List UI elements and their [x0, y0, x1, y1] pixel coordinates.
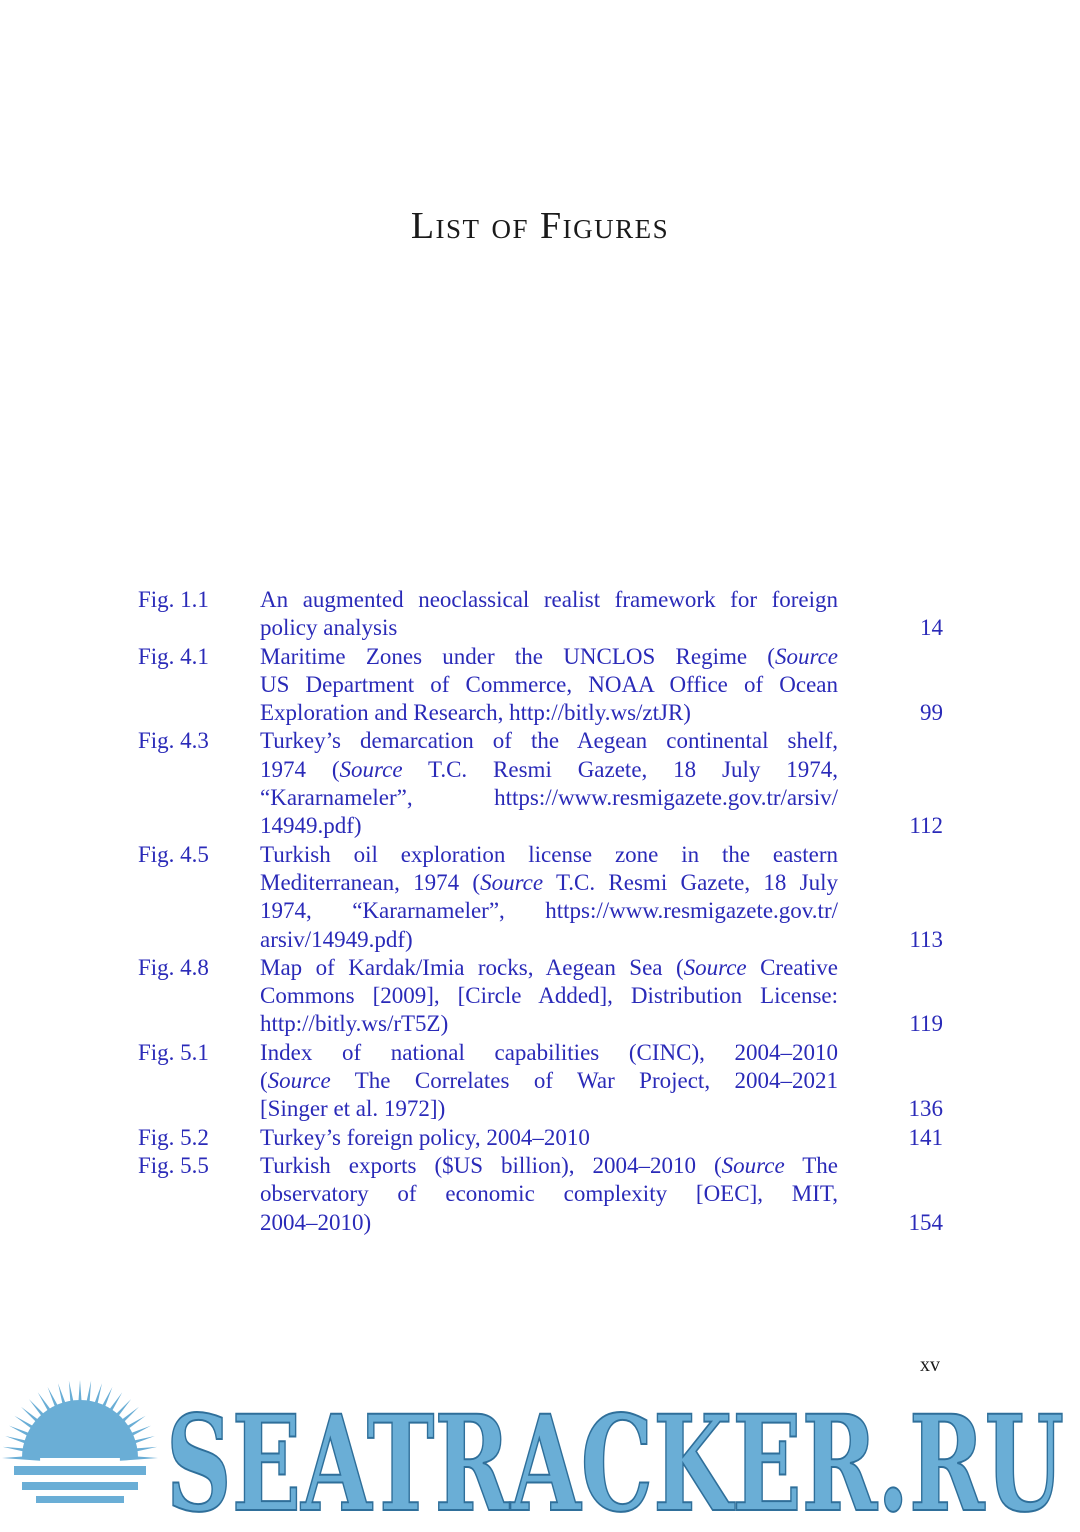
- watermark-logo: [0, 1370, 1080, 1532]
- caption-line: [260, 1039, 838, 1067]
- figure-entry[interactable]: [138, 643, 943, 728]
- caption-text: Turkish exports ($US billion), 2004–2010 (: [260, 1152, 722, 1178]
- figure-label[interactable]: Fig. 5.5: [138, 1152, 209, 1178]
- caption-line: [260, 586, 838, 614]
- caption-text: An augmented neoclassical realist framework for foreign: [260, 587, 838, 612]
- caption-line: [260, 614, 838, 642]
- caption-text: [Singer et al. 1972]): [260, 1096, 446, 1122]
- caption-line: [260, 756, 838, 784]
- caption-text: http://bitly.ws/rT5Z): [260, 1011, 449, 1037]
- caption-line: [260, 1180, 838, 1208]
- caption-line: [260, 841, 838, 869]
- figure-label[interactable]: Fig. 4.1: [138, 643, 209, 669]
- caption-line: [260, 812, 838, 840]
- figure-label[interactable]: Fig. 5.1: [138, 1039, 209, 1065]
- figure-entry[interactable]: [138, 586, 943, 643]
- caption-line: [260, 982, 838, 1010]
- figure-entry[interactable]: [138, 727, 943, 840]
- caption-text: 1974, “Kararnameler”, https://www.resmigazete.gov.tr/: [260, 898, 838, 924]
- caption-text: US Department of Commerce, NOAA Office of Ocean: [260, 671, 838, 697]
- figure-caption[interactable]: [260, 1039, 838, 1124]
- caption-line: [260, 954, 838, 982]
- source-label: Source: [774, 643, 838, 669]
- source-label: Source: [721, 1152, 785, 1178]
- figure-caption[interactable]: [260, 727, 838, 840]
- figure-label[interactable]: Fig. 4.8: [138, 954, 209, 980]
- sun-icon: [2, 1380, 158, 1503]
- caption-line: [260, 1124, 838, 1152]
- figure-page-number[interactable]: 141: [908, 1124, 943, 1150]
- caption-line: [260, 897, 838, 925]
- figure-entry[interactable]: [138, 954, 943, 1039]
- figure-page-number[interactable]: 154: [908, 1209, 943, 1235]
- source-label: Source: [339, 756, 403, 782]
- figure-caption[interactable]: [260, 1124, 838, 1152]
- figure-page-number[interactable]: 119: [909, 1011, 943, 1037]
- caption-line: [260, 1095, 838, 1123]
- caption-line: [260, 784, 838, 812]
- caption-text: The Correlates of War Project, 2004–2021: [330, 1068, 838, 1094]
- caption-text: Maritime Zones under the UNCLOS Regime (: [260, 643, 775, 669]
- caption-text: Turkey’s demarcation of the Aegean continental shelf,: [260, 728, 838, 754]
- caption-text: Turkish oil exploration license zone in the eastern: [260, 841, 838, 867]
- caption-text: 1974 (: [260, 756, 340, 782]
- caption-line: [260, 1010, 838, 1038]
- figure-entry[interactable]: [138, 1152, 943, 1237]
- caption-line: [260, 643, 838, 671]
- caption-line: [260, 869, 838, 897]
- caption-text: Index of national capabilities (CINC), 2004–2010: [260, 1039, 838, 1065]
- figure-caption[interactable]: [260, 954, 838, 1039]
- caption-text: T.C. Resmi Gazete, 18 July: [543, 869, 838, 895]
- figure-entry[interactable]: [138, 841, 943, 954]
- caption-line: [260, 1152, 838, 1180]
- caption-text: Commons [2009], [Circle Added], Distribution License:: [260, 983, 838, 1009]
- figure-entry[interactable]: [138, 1039, 943, 1124]
- source-label: Source: [480, 869, 544, 895]
- figure-caption[interactable]: [260, 1152, 838, 1237]
- figure-page-number[interactable]: 14: [920, 615, 943, 641]
- page-number: xv: [920, 1354, 940, 1376]
- caption-line: [260, 1209, 838, 1237]
- caption-text: Mediterranean, 1974 (: [260, 869, 481, 895]
- caption-text: The: [784, 1152, 838, 1178]
- caption-text: T.C. Resmi Gazete, 18 July 1974,: [402, 756, 838, 782]
- watermark-text: SEATRACKER.RU: [166, 1387, 1064, 1532]
- caption-line: [260, 727, 838, 755]
- caption-text: Map of Kardak/Imia rocks, Aegean Sea (: [260, 954, 684, 980]
- figure-label[interactable]: Fig. 4.5: [138, 841, 209, 867]
- caption-line: [260, 926, 838, 954]
- caption-text: observatory of economic complexity [OEC], MIT,: [260, 1181, 838, 1207]
- figure-entry[interactable]: [138, 1124, 943, 1152]
- caption-text: “Kararnameler”, https://www.resmigazete.gov.tr/arsiv/: [260, 785, 838, 811]
- figure-label[interactable]: Fig. 4.3: [138, 728, 209, 754]
- figure-page-number[interactable]: 136: [908, 1096, 943, 1122]
- caption-line: [260, 671, 838, 699]
- source-label: Source: [267, 1068, 331, 1094]
- caption-line: [260, 1067, 838, 1095]
- caption-text: 2004–2010): [260, 1209, 372, 1235]
- figure-label[interactable]: Fig. 1.1: [138, 587, 209, 612]
- figure-caption[interactable]: [260, 643, 838, 728]
- figure-caption[interactable]: [260, 586, 838, 643]
- figure-label[interactable]: Fig. 5.2: [138, 1124, 209, 1150]
- figure-caption[interactable]: [260, 841, 838, 954]
- caption-text: Creative: [746, 954, 838, 980]
- caption-text: policy analysis: [260, 615, 398, 641]
- caption-text: Turkey’s foreign policy, 2004–2010: [260, 1124, 590, 1150]
- figure-list: [138, 586, 943, 1237]
- figure-page-number[interactable]: 99: [920, 700, 943, 726]
- page-title: List of Figures: [410, 205, 670, 247]
- caption-text: (: [260, 1068, 268, 1094]
- caption-text: arsiv/14949.pdf): [260, 926, 413, 952]
- caption-text: 14949.pdf): [260, 813, 362, 839]
- source-label: Source: [683, 954, 747, 980]
- figure-page-number[interactable]: 112: [909, 813, 943, 839]
- caption-line: [260, 699, 838, 727]
- caption-text: Exploration and Research, http://bitly.ws/ztJR): [260, 700, 691, 726]
- figure-page-number[interactable]: 113: [909, 926, 943, 952]
